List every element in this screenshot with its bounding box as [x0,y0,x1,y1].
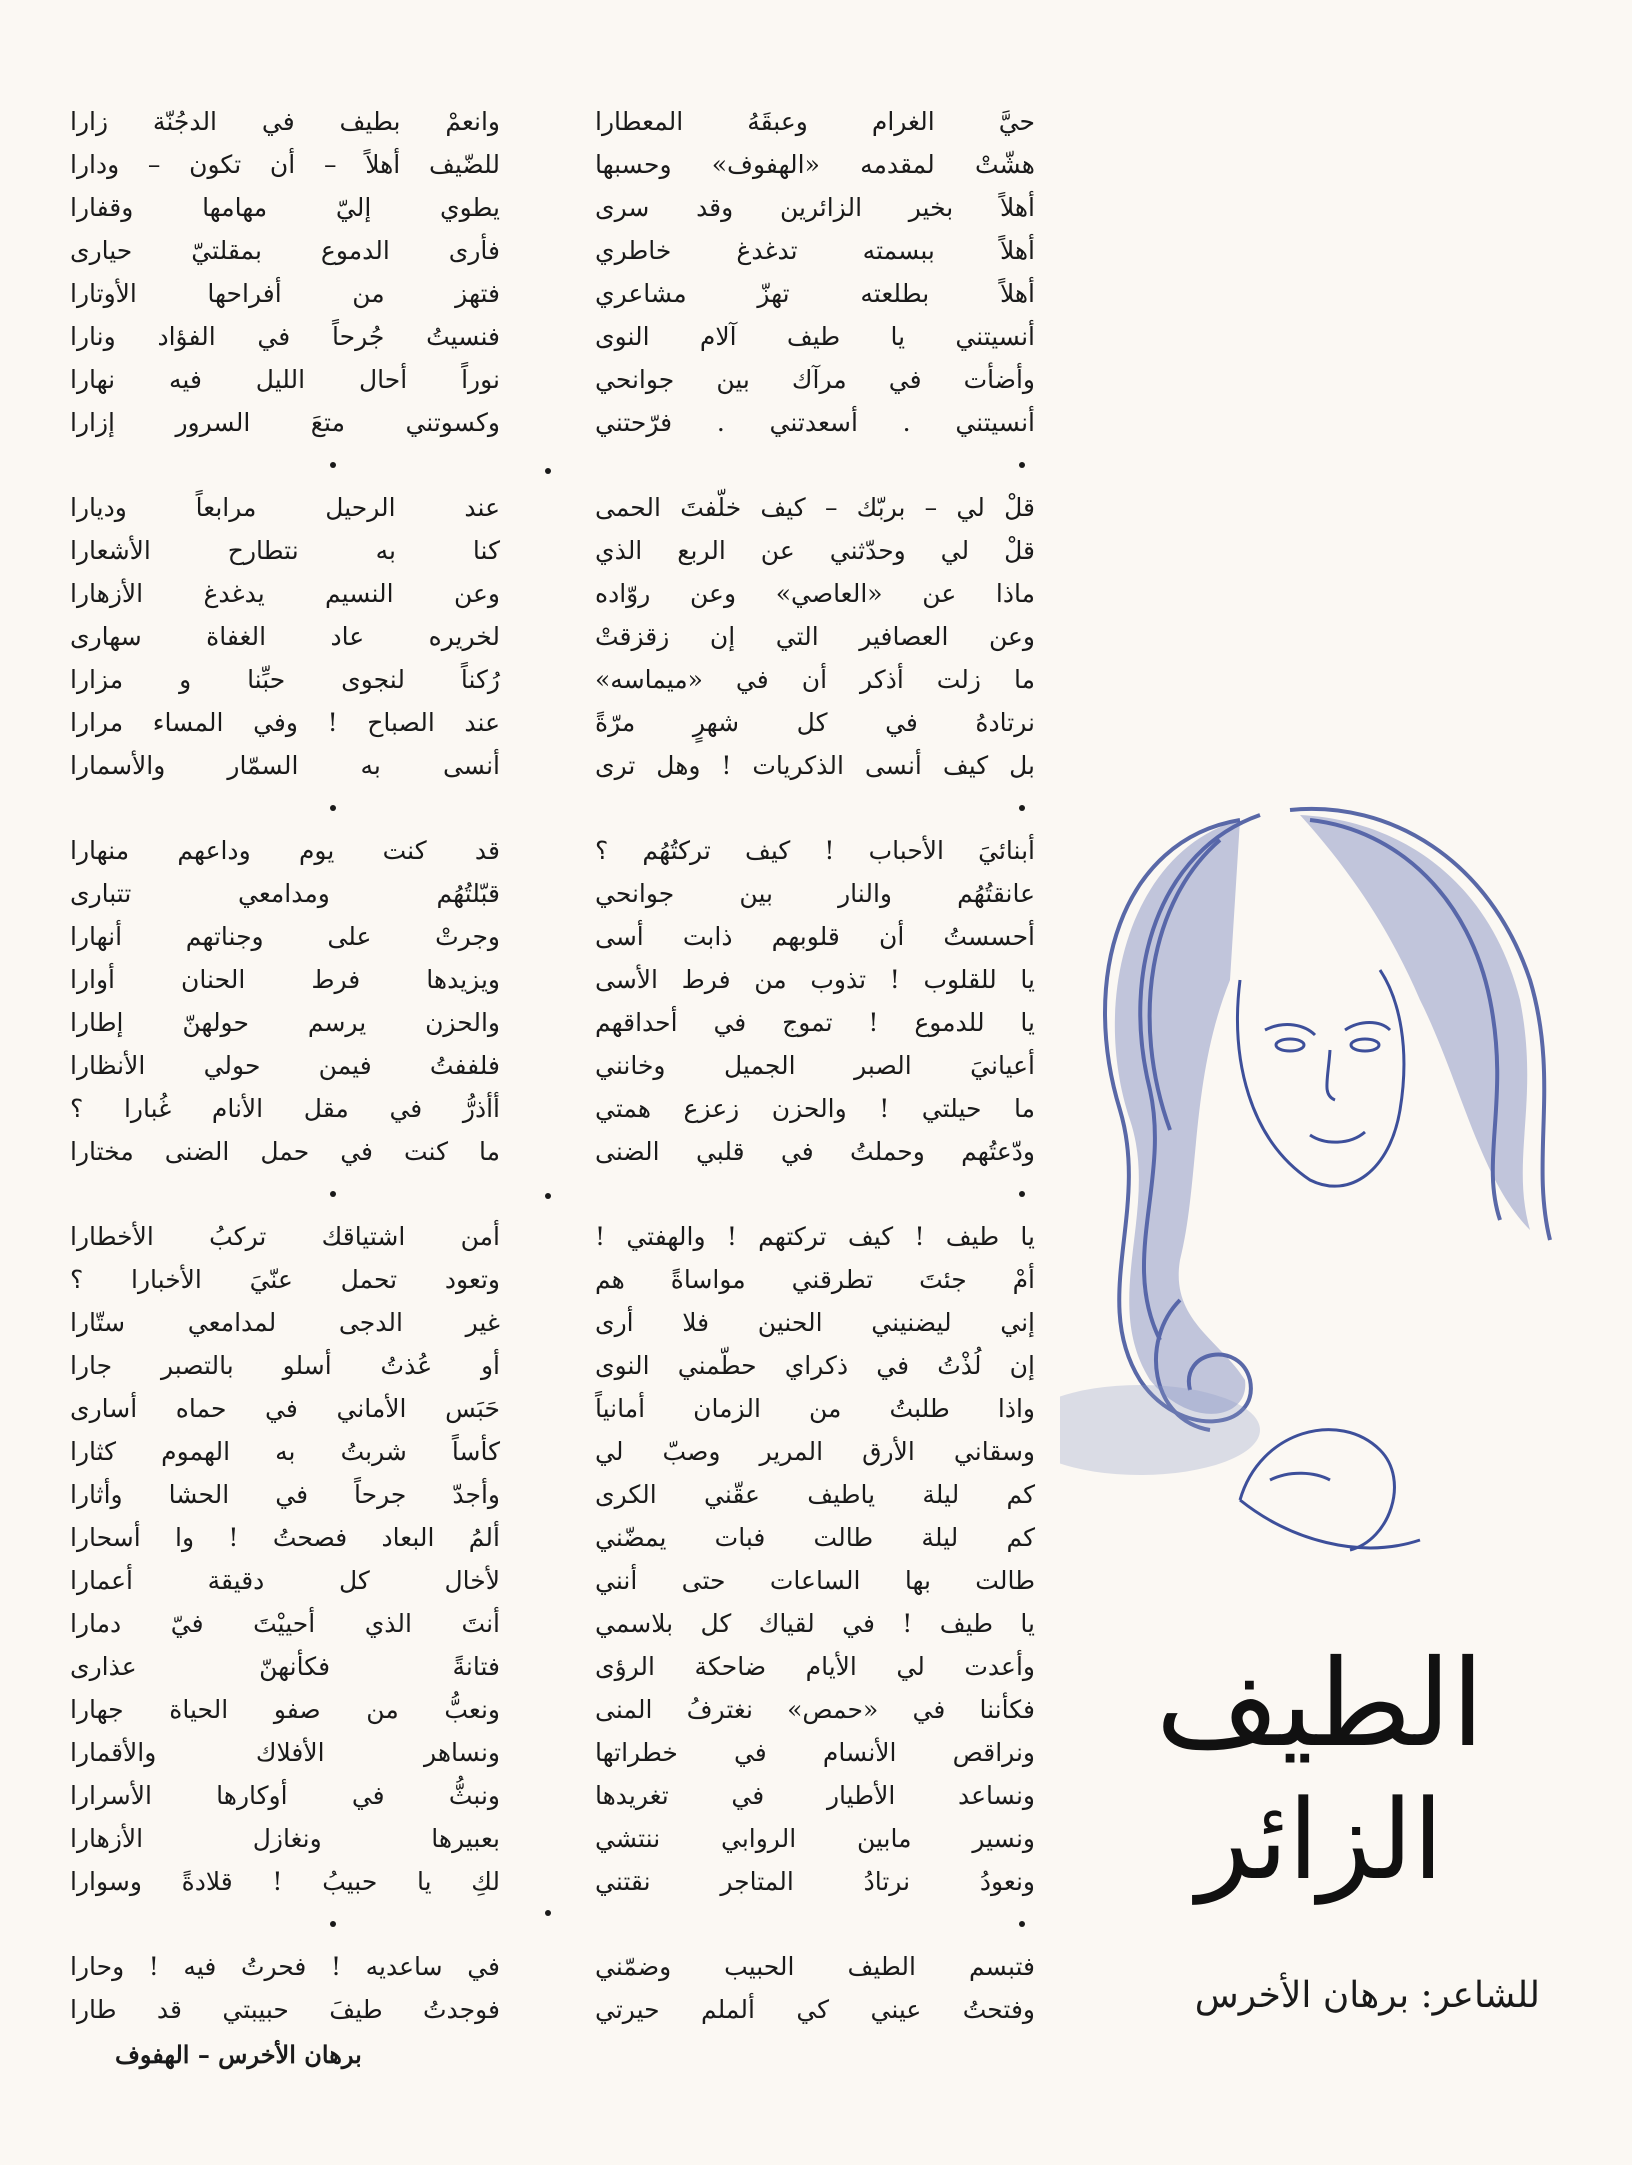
verse-line: لكِ يا حبيبُ ! قلادةً وسوارا [70,1867,500,1896]
verse-line: والحزن يرسم حولهنّ إطارا [70,1008,500,1037]
center-dot [545,1910,551,1916]
verse-line: هشّتْ لمقدمه «الهفوف» وحسبها [595,150,1035,179]
separator-dot [1019,1921,1025,1927]
verse-line: ماذا عن «العاصي» وعن روّاده [595,579,1035,608]
verse-line: ونبثُّ في أوكارها الأسرارا [70,1781,500,1810]
verse-line: كم ليلة ياطيف عقّني الكرى [595,1480,1035,1509]
stanza-separator [595,1903,1035,1945]
separator-dot [330,805,336,811]
stanza-separator [70,1173,500,1215]
verse-line: إني ليضنيني الحنين فلا أرى [595,1308,1035,1337]
stanza-3 [70,829,500,1173]
verse-line: عند الصباح ! وفي المساء مرارا [70,708,500,737]
verse-line: حَبَس الأماني في حماه أسارى [70,1394,500,1423]
verse-line: وجرتْ على وجناتهم أنهارا [70,922,500,951]
stanza-2 [595,486,1035,787]
verse-line: أأذرُّ في مقل الأنام غُبارا ؟ [70,1094,500,1123]
verse-line: ما زلت أذكر أن في «ميماسه» [595,665,1035,694]
verse-line: فكأننا في «حمص» نغترفُ المنى [595,1695,1035,1724]
verse-line: واذا طلبتُ من الزمان أمانياً [595,1394,1035,1423]
verse-line: وفتحتُ عيني كي ألملم حيرتي [595,1995,1035,2024]
poet-byline: للشاعر: برهان الأخرس [1194,1975,1540,2016]
verse-line: عند الرحيل مرابعاً وديارا [70,493,500,522]
verse-line: أعيانيَ الصبر الجميل وخانني [595,1051,1035,1080]
verse-line: وأضأت في مرآك بين جوانحي [595,365,1035,394]
verse-line: ونساهر الأفلاك والأقمارا [70,1738,500,1767]
verse-line: نوراً أحال الليل فيه نهارا [70,365,500,394]
verse-line: وعن النسيم يدغدغ الأزهارا [70,579,500,608]
separator-dot [330,1921,336,1927]
separator-dot [1019,462,1025,468]
title-line-2: الزائر [1196,1776,1444,1904]
verse-line: فتانةً فكأنهنّ عذارى [70,1652,500,1681]
verse-line: وانعمْ بطيف في الدجُنّة زارا [70,107,500,136]
stanza-separator [70,787,500,829]
poem-title [1060,1635,1580,1960]
stanza-2 [70,486,500,787]
verse-line: يا طيف ! كيف تركتهم ! والهفتي ! [595,1222,1035,1251]
verse-line: قبّلتُهُم ومدامعي تتبارى [70,879,500,908]
separator-dot [1019,1191,1025,1197]
verse-line: عانقتُهُم والنار بين جوانحي [595,879,1035,908]
verse-line: ما حيلتي ! والحزن زعزع همتي [595,1094,1035,1123]
stanza-1 [595,100,1035,444]
verse-line: قلْ لي وحدّثني عن الربع الذي [595,536,1035,565]
stanza-separator [595,1173,1035,1215]
verse-line: ما كنت في حمل الضنى مختارا [70,1137,500,1166]
verse-line: يا للقلوب ! تذوب من فرط الأسى [595,965,1035,994]
poem-column-left [70,100,500,2031]
verse-line: فوجدتُ طيفَ حبيبتي قد طارا [70,1995,500,2024]
stanza-5 [70,1945,500,2031]
verse-line: فنسيتُ جُرحاً في الفؤاد ونارا [70,322,500,351]
woman-face [1238,970,1404,1186]
stanza-separator [595,787,1035,829]
verse-line: لخريره عاد الغفاة سهارى [70,622,500,651]
verse-line: ونعودُ نرتادُ المتاجر نقتني [595,1867,1035,1896]
verse-line: أبنائيَ الأحباب ! كيف تركتُهُم ؟ [595,836,1035,865]
stanza-5 [595,1945,1035,2031]
verse-line: في ساعديه ! فحرتُ فيه ! وحارا [70,1952,500,1981]
verse-line: أحسستُ أن قلوبهم ذابت أسى [595,922,1035,951]
verse-line: وأعدت لي الأيام ضاحكة الرؤى [595,1652,1035,1681]
center-dot [545,468,551,474]
poem-signature: برهان الأخرس – الهفوف [115,2040,362,2069]
verse-line: فتهز من أفراحها الأوتارا [70,279,500,308]
verse-line: وتعود تحمل عنّيَ الأخبارا ؟ [70,1265,500,1294]
verse-line: ودّعتُهم وحملتُ في قلبي الضنى [595,1137,1035,1166]
verse-line: يا للدموع ! تموج في أحداقهم [595,1008,1035,1037]
separator-dot [330,1191,336,1197]
separator-dot [1019,805,1025,811]
verse-line: ونساعد الأطيار في تغريدها [595,1781,1035,1810]
verse-line: أنسى به السمّار والأسمارا [70,751,500,780]
verse-line: يا طيف ! في لقياك كل بلاسمي [595,1609,1035,1638]
stanza-3 [595,829,1035,1173]
verse-line: أو عُذتُ أسلو بالتصبر جارا [70,1351,500,1380]
stanza-separator [595,444,1035,486]
sleeping-man [1240,1430,1420,1550]
verse-line: أنسيتني . أسعدتني . فرّحتني [595,408,1035,437]
verse-line: بل كيف أنسى الذكريات ! وهل ترى [595,751,1035,780]
verse-line: كأساً شربتُ به الهموم كثارا [70,1437,500,1466]
verse-line: ونراقص الأنسام في خطراتها [595,1738,1035,1767]
verse-line: وكسوتني متعَ السرور إزارا [70,408,500,437]
verse-line: للضّيف أهلاً – أن تكون – ودارا [70,150,500,179]
separator-dot [330,462,336,468]
verse-line: وعن العصافير التي إن زقزقتْ [595,622,1035,651]
verse-line: أهلاً ببسمته تدغدغ خاطري [595,236,1035,265]
verse-line: يطوي إليّ مهامها وقفارا [70,193,500,222]
verse-line: ونعبُّ من صفو الحياة جهارا [70,1695,500,1724]
verse-line: أمْ جئتَ تطرقني مواساةً هم [595,1265,1035,1294]
stanza-separator [70,444,500,486]
verse-line: ويزيدها فرط الحنان أوارا [70,965,500,994]
verse-line: فأرى الدموع بمقلتيّ حيارى [70,236,500,265]
title-line-1: الطيف [1155,1635,1485,1774]
verse-line: إن لُذْتُ في ذكراي حطّمني النوى [595,1351,1035,1380]
stanza-4 [70,1215,500,1903]
verse-line: أهلاً بخير الزائرين وقد سرى [595,193,1035,222]
verse-line: ونسير مابين الروابي ننتشي [595,1824,1035,1853]
stanza-separator [70,1903,500,1945]
woman-hair-fill [1115,815,1530,1414]
verse-line: نرتادهُ في كل شهرٍ مرّةً [595,708,1035,737]
verse-line: وأجدّ جرحاً في الحشا وأثارا [70,1480,500,1509]
verse-line: أمن اشتياقك تركبُ الأخطارا [70,1222,500,1251]
verse-line: رُكناً لنجوى حبِّنا و مزارا [70,665,500,694]
verse-line: أنسيتني يا طيف آلام النوى [595,322,1035,351]
verse-line: حيَّ الغرام وعبقَهُ المعطارا [595,107,1035,136]
verse-line: كم ليلة طالت فبات يمضّني [595,1523,1035,1552]
verse-line: كنا به نتطارح الأشعارا [70,536,500,565]
verse-line: بعبيرها ونغازل الأزهارا [70,1824,500,1853]
stanza-1 [70,100,500,444]
center-dot [545,1193,551,1199]
verse-line: وسقاني الأرق المرير وصبّ لي [595,1437,1035,1466]
verse-line: غير الدجى لمدامعي ستّارا [70,1308,500,1337]
verse-line: قلْ لي – بربّك – كيف خلّفتَ الحمى [595,493,1035,522]
verse-line: قد كنت يوم وداعهم منهارا [70,836,500,865]
verse-line: طالت بها الساعات حتى أنني [595,1566,1035,1595]
stanza-4 [595,1215,1035,1903]
verse-line: فتبسم الطيف الحبيب وضمّني [595,1952,1035,1981]
verse-line: أنتَ الذي أحييْتَ فيّ دمارا [70,1609,500,1638]
poem-column-right [595,100,1035,2031]
verse-line: أهلاً بطلعته تهزّ مشاعري [595,279,1035,308]
verse-line: فلففتُ فيمن حولي الأنظارا [70,1051,500,1080]
verse-line: ألمُ البعاد فصحتُ ! وا أسحارا [70,1523,500,1552]
verse-line: لأخال كل دقيقة أعمارا [70,1566,500,1595]
illustration-woman-dreamer [1060,780,1580,1580]
